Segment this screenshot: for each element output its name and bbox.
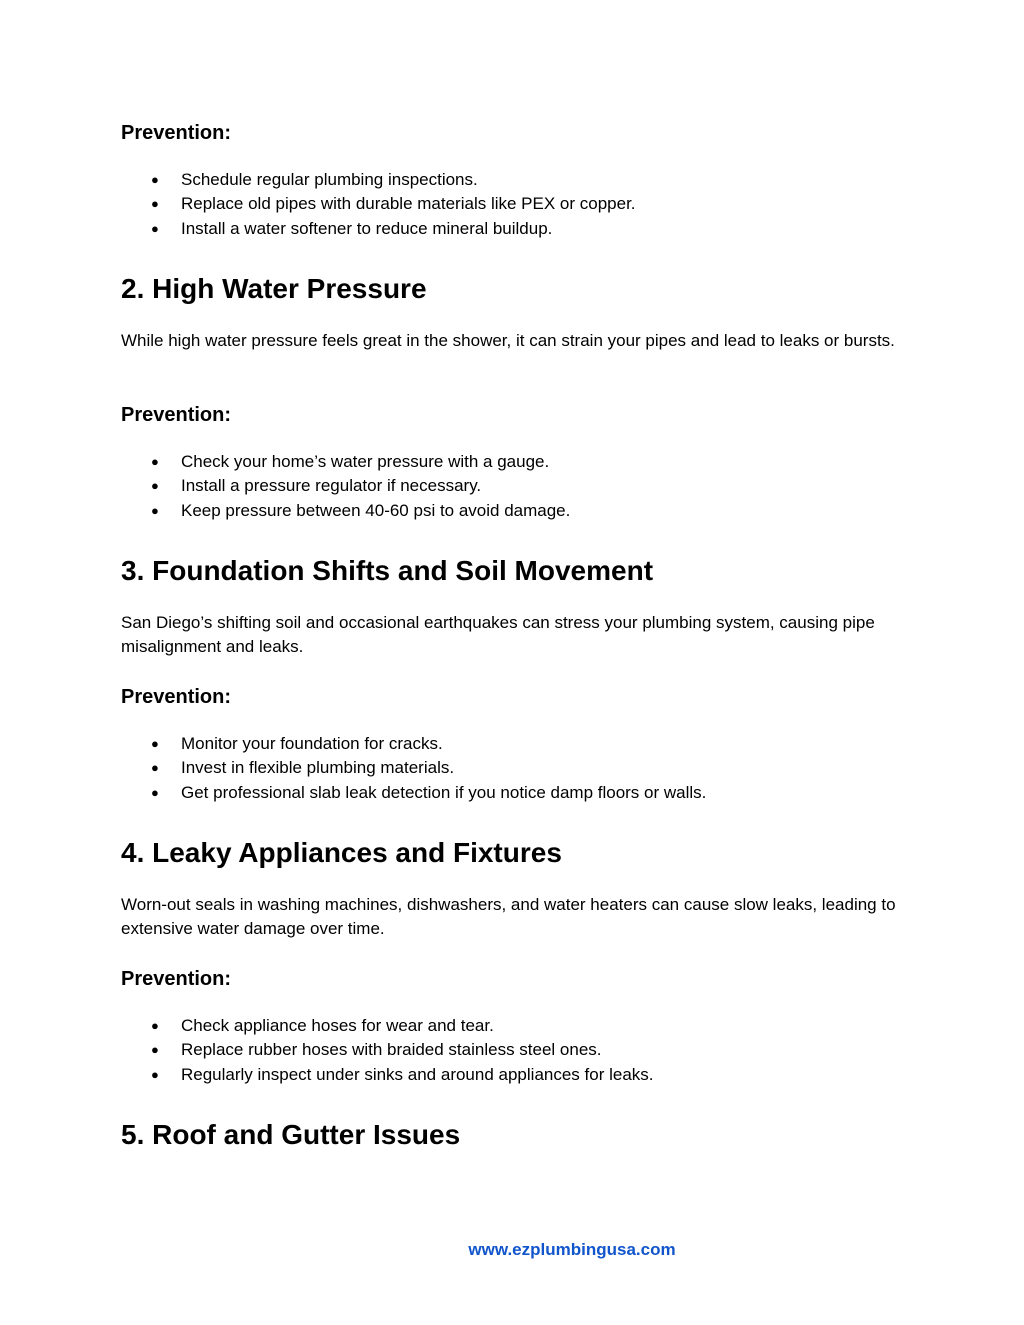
bullet-icon: ● bbox=[151, 172, 159, 187]
list-item: ● Monitor your foundation for cracks. bbox=[121, 732, 706, 756]
website-link[interactable]: www.ezplumbingusa.com bbox=[468, 1240, 676, 1259]
bullet-icon: ● bbox=[151, 784, 159, 800]
prevention-heading: Prevention: bbox=[121, 404, 232, 426]
list-item: ● Replace old pipes with durable materials like PEX or copper. bbox=[121, 192, 636, 216]
bullet-icon: ● bbox=[151, 478, 159, 494]
prevention-heading: Prevention: bbox=[121, 686, 232, 708]
bullet-icon: ● bbox=[151, 1042, 159, 1058]
prevention-list bbox=[121, 168, 636, 241]
prevention-heading: Prevention: bbox=[121, 122, 232, 144]
list-item: ● Install a water softener to reduce mineral buildup. bbox=[121, 217, 636, 241]
section-title: 3. Foundation Shifts and Soil Movement bbox=[121, 555, 654, 586]
prevention-list bbox=[121, 1014, 654, 1087]
list-item: ● Keep pressure between 40-60 psi to avoid damage. bbox=[121, 499, 570, 523]
prevention-list bbox=[121, 450, 570, 523]
bullet-icon: ● bbox=[151, 760, 159, 776]
section-body: While high water pressure feels great in the shower, it can strain your pipes and lead to leaks or bursts. bbox=[121, 331, 895, 350]
section-body: San Diego’s shifting soil and occasional earthquakes can stress your plumbing system, causing pipe misalignment and leaks. bbox=[121, 613, 875, 656]
prevention-heading: Prevention: bbox=[121, 968, 232, 990]
section-title: 5. Roof and Gutter Issues bbox=[121, 1119, 461, 1150]
list-item: ● Check appliance hoses for wear and tear. bbox=[121, 1014, 654, 1038]
bullet-icon: ● bbox=[151, 1018, 159, 1033]
list-item: ● Replace rubber hoses with braided stainless steel ones. bbox=[121, 1038, 654, 1062]
bullet-icon: ● bbox=[151, 502, 159, 518]
section-body: Worn-out seals in washing machines, dishwashers, and water heaters can cause slow leaks, leading to extensive water damage over time. bbox=[121, 895, 896, 938]
section-title: 2. High Water Pressure bbox=[121, 273, 427, 304]
bullet-icon: ● bbox=[151, 736, 159, 751]
list-item: ● Invest in flexible plumbing materials. bbox=[121, 756, 706, 780]
bullet-icon: ● bbox=[151, 196, 159, 212]
bullet-icon: ● bbox=[151, 220, 159, 236]
bullet-icon: ● bbox=[151, 1066, 159, 1082]
list-item: ● Check your home’s water pressure with a gauge. bbox=[121, 450, 570, 474]
list-item: ● Regularly inspect under sinks and around appliances for leaks. bbox=[121, 1063, 654, 1087]
prevention-list bbox=[121, 732, 706, 805]
list-item: ● Install a pressure regulator if necessary. bbox=[121, 474, 570, 498]
bullet-icon: ● bbox=[151, 454, 159, 469]
list-item: ● Schedule regular plumbing inspections. bbox=[121, 168, 636, 192]
section-title: 4. Leaky Appliances and Fixtures bbox=[121, 837, 562, 868]
list-item: ● Get professional slab leak detection if you notice damp floors or walls. bbox=[121, 781, 706, 805]
